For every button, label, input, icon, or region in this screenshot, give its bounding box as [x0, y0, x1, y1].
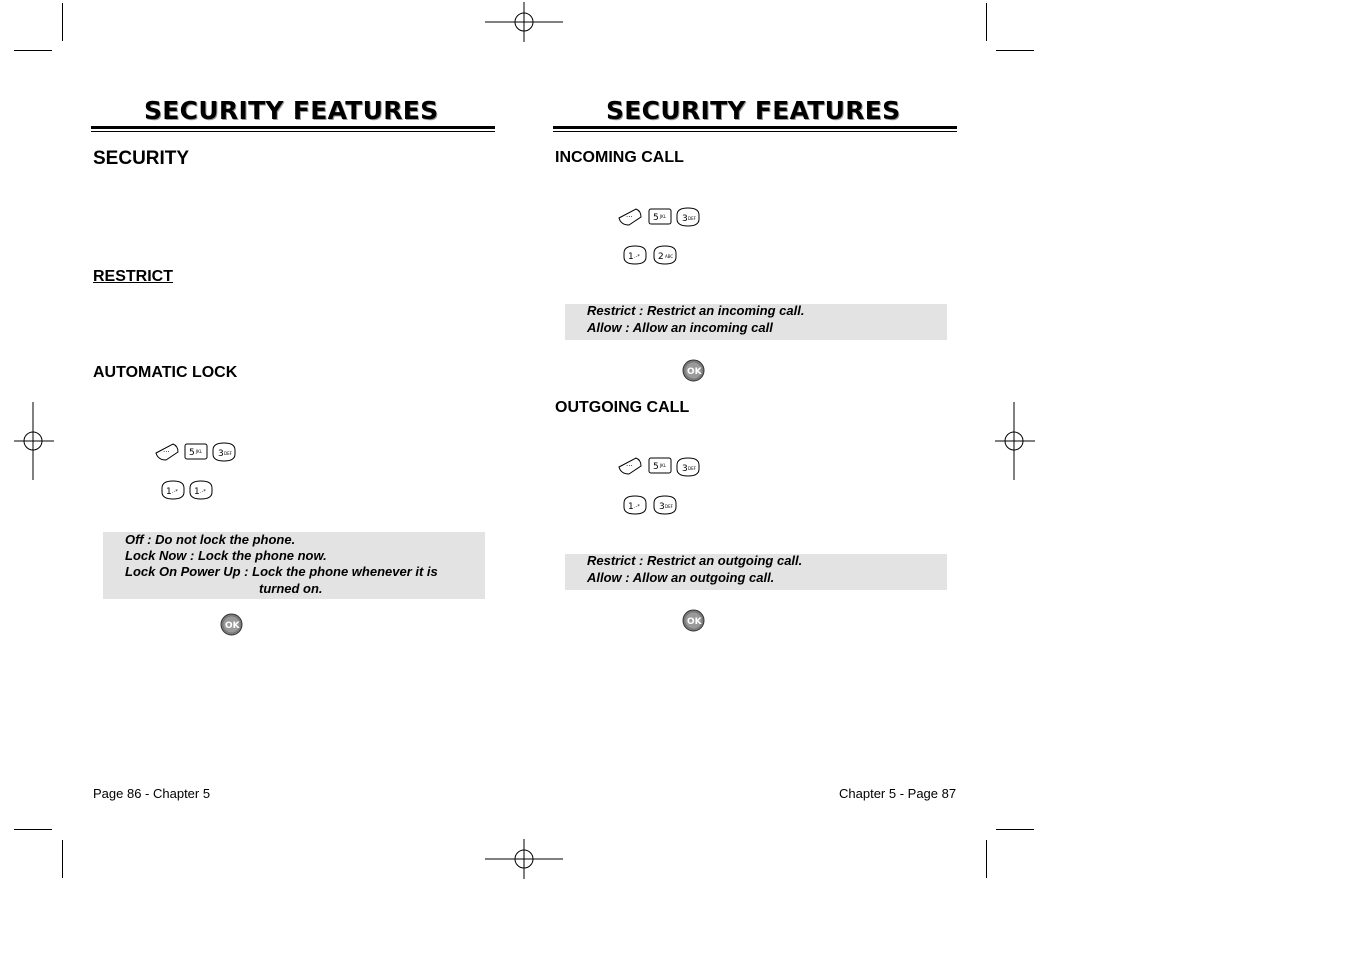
page-footer: Chapter 5 - Page 87 — [839, 786, 957, 801]
option-lock-now: Lock Now : Lock the phone now. — [125, 548, 327, 563]
option-lock-on-power-up: Lock On Power Up : Lock the phone whenever it is — [125, 564, 438, 579]
svg-text:3: 3 — [682, 464, 688, 474]
outgoing-call-heading: OUTGOING CALL — [555, 399, 690, 416]
key-1-icon — [189, 480, 213, 500]
svg-text:.-*: .-* — [634, 504, 640, 510]
page-title: SECURITY FEATURES — [606, 96, 901, 125]
svg-text:.-*: .-* — [634, 254, 640, 260]
svg-text:OK: OK — [687, 617, 702, 627]
registration-mark-icon — [485, 839, 563, 879]
page-title: SECURITY FEATURES — [144, 96, 439, 125]
svg-text:DEF: DEF — [688, 466, 696, 471]
svg-text:5: 5 — [189, 448, 195, 458]
svg-text:JKL: JKL — [660, 214, 667, 219]
option-off: Off : Do not lock the phone. — [125, 532, 296, 547]
svg-text:3: 3 — [659, 502, 665, 512]
svg-text:1: 1 — [194, 487, 200, 497]
key-5-icon — [648, 457, 672, 474]
key-3-icon — [653, 495, 677, 515]
option-restrict-outgoing: Restrict : Restrict an outgoing call. — [587, 553, 803, 568]
automatic-lock-heading: AUTOMATIC LOCK — [93, 364, 238, 381]
title-rule — [553, 126, 957, 129]
svg-text:OK: OK — [225, 621, 240, 631]
title-rule-thin — [91, 131, 495, 132]
menu-softkey-icon — [617, 456, 643, 476]
svg-text:···: ··· — [626, 213, 633, 221]
section-heading: SECURITY — [93, 148, 190, 169]
option-allow-outgoing: Allow : Allow an outgoing call. — [587, 570, 775, 585]
svg-text:1: 1 — [628, 252, 634, 262]
key-3-icon — [676, 207, 700, 227]
key-5-icon — [648, 208, 672, 225]
svg-text:DEF: DEF — [688, 216, 696, 221]
page-footer: Page 86 - Chapter 5 — [93, 786, 211, 801]
restrict-heading: RESTRICT — [93, 268, 173, 285]
ok-key-icon — [682, 609, 705, 632]
ok-key-icon — [682, 359, 705, 382]
title-rule — [91, 126, 495, 129]
title-rule-thin — [553, 131, 957, 132]
svg-text:DEF: DEF — [665, 504, 673, 509]
key-5-icon — [184, 443, 208, 460]
option-lock-on-power-up-cont: turned on. — [259, 581, 323, 596]
svg-text:JKL: JKL — [196, 449, 203, 454]
svg-text:5: 5 — [653, 462, 659, 472]
svg-text:1: 1 — [166, 487, 172, 497]
svg-text:5: 5 — [653, 213, 659, 223]
svg-text:ABC: ABC — [665, 254, 674, 259]
svg-text:3: 3 — [218, 449, 224, 459]
svg-text:JKL: JKL — [660, 463, 667, 468]
svg-text:.-*: .-* — [172, 489, 178, 495]
ok-key-icon — [220, 613, 243, 636]
registration-mark-icon — [485, 2, 563, 42]
svg-text:···: ··· — [626, 462, 633, 470]
menu-softkey-icon — [617, 207, 643, 227]
registration-mark-icon — [995, 402, 1035, 480]
svg-text:.-*: .-* — [200, 489, 206, 495]
key-2-icon — [653, 245, 677, 265]
key-3-icon — [676, 457, 700, 477]
key-1-icon — [623, 245, 647, 265]
key-1-icon — [161, 480, 185, 500]
svg-text:3: 3 — [682, 214, 688, 224]
registration-mark-icon — [14, 402, 54, 480]
svg-text:DEF: DEF — [224, 451, 232, 456]
svg-text:2: 2 — [658, 252, 664, 262]
key-3-icon — [212, 442, 236, 462]
svg-text:OK: OK — [687, 367, 702, 377]
menu-softkey-icon — [154, 442, 180, 462]
svg-text:···: ··· — [163, 448, 170, 456]
option-allow-incoming: Allow : Allow an incoming call — [587, 320, 773, 335]
incoming-call-heading: INCOMING CALL — [555, 149, 684, 166]
svg-text:1: 1 — [628, 502, 634, 512]
key-1-icon — [623, 495, 647, 515]
option-restrict-incoming: Restrict : Restrict an incoming call. — [587, 303, 805, 318]
